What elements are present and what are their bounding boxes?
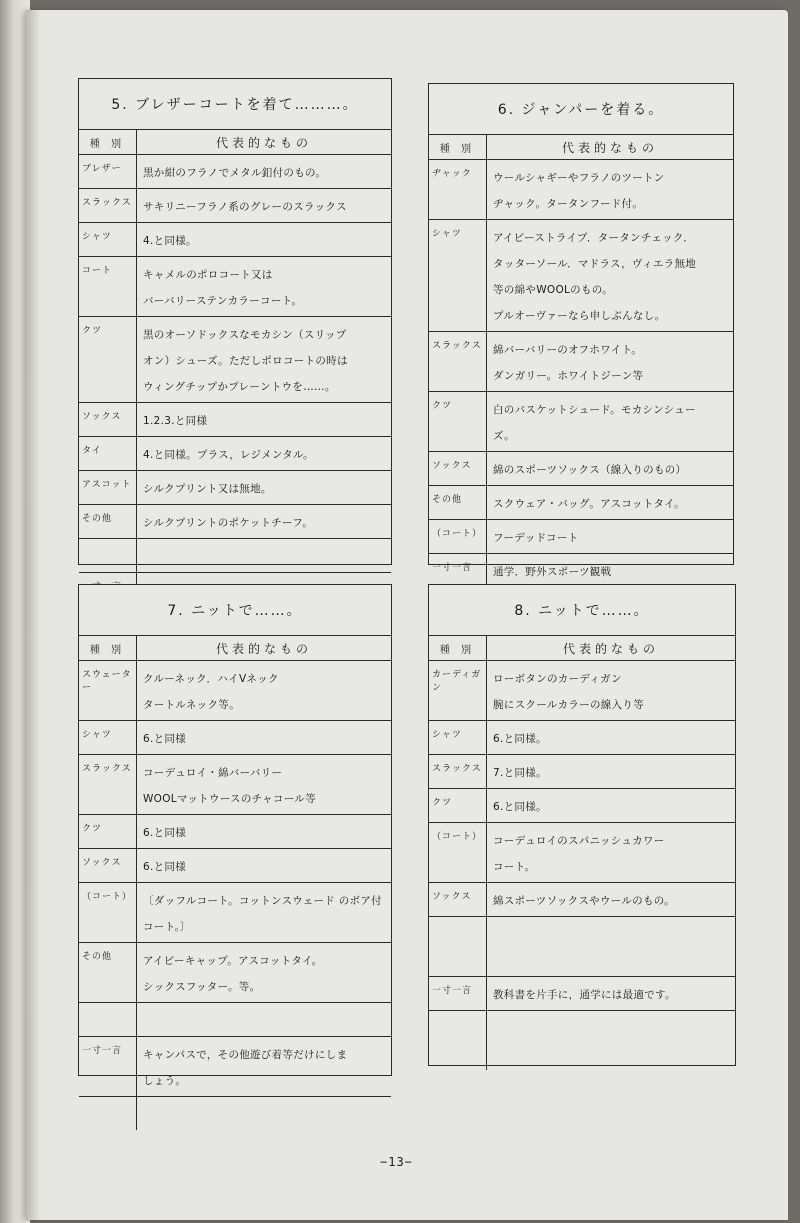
category-cell: シャツ	[429, 220, 487, 331]
description-line: タートルネック等。	[143, 699, 240, 711]
table-row	[429, 452, 733, 486]
table-row	[429, 661, 735, 721]
table-row	[79, 189, 391, 223]
table-row	[79, 943, 391, 1003]
description-cell	[137, 815, 391, 848]
category-cell: クツ	[79, 815, 137, 848]
description-line: 教科書を片手に，通学には最適です。	[493, 989, 676, 1001]
description-cell	[487, 883, 735, 916]
description-cell	[137, 849, 391, 882]
category-header: 種 別	[79, 130, 137, 154]
description-line: アイビーストライプ．タータンチェック．	[493, 232, 695, 244]
description-line: WOOLマットウースのチャコール等	[143, 793, 316, 805]
category-cell: ソックス	[79, 403, 137, 436]
category-cell: （コート）	[429, 823, 487, 882]
category-cell: ブレザー	[79, 155, 137, 188]
category-cell: スラックス	[79, 755, 137, 814]
table-row	[79, 1097, 391, 1130]
description-cell	[487, 721, 735, 754]
description-line: キャメルのポロコート又は	[143, 269, 273, 281]
description-line: 〔ダッフルコート。コットンスウェード のボア付	[143, 895, 382, 907]
table-row	[79, 539, 391, 573]
description-line: コート。	[493, 861, 536, 873]
description-line: ダンガリー。ホワイトジーン等	[493, 370, 644, 382]
section-6-jumper-table	[428, 83, 734, 578]
table-row	[79, 257, 391, 317]
description-line: 綿バーバリーのオフホワイト。	[493, 344, 643, 356]
table-row	[79, 721, 391, 755]
table-row	[429, 1011, 735, 1070]
description-cell	[487, 661, 735, 720]
description-cell	[137, 1097, 391, 1130]
category-cell: 一寸一言	[429, 977, 487, 1010]
category-cell: ソックス	[79, 849, 137, 882]
description-line: 6.と同様。	[493, 733, 547, 745]
table-row	[429, 392, 733, 452]
category-cell: スラックス	[429, 755, 487, 788]
description-line: キャンパスで，その他遊び着等だけにしま	[143, 1049, 348, 1061]
description-line: ローボタンのカーディガン	[493, 673, 622, 685]
table-header	[429, 135, 733, 160]
category-cell	[429, 1011, 487, 1070]
table-header	[429, 636, 735, 661]
description-cell	[137, 539, 391, 572]
section-5-blazer-table	[78, 78, 392, 565]
description-line: 6.と同様。	[493, 801, 547, 813]
table-row	[79, 755, 391, 815]
description-cell	[137, 755, 391, 814]
category-cell: アスコット	[79, 471, 137, 504]
section-title: 5. ブレザーコートを着て………。	[79, 79, 391, 130]
category-cell: スラックス	[79, 189, 137, 222]
description-cell	[487, 220, 733, 331]
section-title: 6. ジャンパーを着る。	[429, 84, 733, 135]
description-cell	[137, 317, 391, 402]
description-line: 4.と同様。	[143, 235, 197, 247]
description-cell	[137, 437, 391, 470]
table-row	[79, 505, 391, 539]
table-row	[79, 1003, 391, 1037]
description-line	[143, 1102, 387, 1128]
description-line: 等の綿やWOOLのもの。	[493, 284, 613, 296]
description-line	[143, 1008, 387, 1034]
description-line: ヂャック。タータンフード付。	[493, 198, 644, 210]
description-cell	[487, 332, 733, 391]
representative-header: 代表的なもの	[215, 641, 312, 656]
category-header: 種 別	[429, 636, 487, 660]
description-cell	[487, 823, 735, 882]
category-header: 種 別	[429, 135, 487, 159]
description-cell	[487, 755, 735, 788]
table-row	[79, 1037, 391, 1097]
description-cell	[137, 721, 391, 754]
description-line: シルクプリントのポケットチーフ。	[143, 517, 314, 529]
description-cell	[137, 189, 391, 222]
description-line: ウィングチップかプレーントウを……。	[143, 381, 336, 393]
page-number: −13−	[380, 1155, 413, 1169]
description-cell	[487, 789, 735, 822]
table-header	[79, 636, 391, 661]
description-line: 4.と同様。プラス，レジメンタル。	[143, 449, 314, 461]
category-header: 種 別	[79, 636, 137, 660]
table-row	[79, 403, 391, 437]
category-cell: ソックス	[429, 452, 487, 485]
description-line: 6.と同様	[143, 861, 187, 873]
category-cell: （コート）	[79, 883, 137, 942]
description-cell	[137, 883, 391, 942]
table-row	[429, 486, 733, 520]
description-line: ウールシャギーやフラノのツートン	[493, 172, 665, 184]
table-row	[79, 223, 391, 257]
section-title: 7. ニットで……。	[79, 585, 391, 636]
description-line: 黒のオーソドックスなモカシン（スリップ	[143, 329, 347, 341]
description-line: しょう。	[143, 1075, 187, 1087]
section-7-knit-table	[78, 584, 392, 1087]
table-row	[79, 883, 391, 943]
description-cell	[487, 520, 733, 553]
page-gutter	[26, 10, 40, 1220]
table-row	[79, 155, 391, 189]
category-cell: シャツ	[79, 721, 137, 754]
description-cell	[487, 160, 733, 219]
description-line: 黒か紺のフラノでメタル釦付のもの。	[143, 167, 327, 179]
category-cell: クツ	[429, 392, 487, 451]
table-row	[429, 823, 735, 883]
description-line: 6.と同様	[143, 827, 187, 839]
description-line	[493, 1016, 731, 1042]
description-line: 綿スポーツソックスやウールのもの。	[493, 895, 675, 907]
description-cell	[487, 452, 733, 485]
category-cell: ヂャック	[429, 160, 487, 219]
description-cell	[487, 977, 735, 1010]
description-cell	[137, 661, 391, 720]
description-line	[143, 544, 387, 570]
category-cell: その他	[79, 943, 137, 1002]
description-line: フーデッドコート	[493, 532, 579, 544]
section-8-knit-table	[428, 584, 736, 1066]
description-line: コート。〕	[143, 921, 191, 933]
description-line: クルーネック．ハイVネック	[143, 673, 279, 685]
table-row	[79, 471, 391, 505]
description-cell	[137, 1003, 391, 1036]
category-cell: その他	[79, 505, 137, 538]
description-line: 7.と同様。	[493, 767, 547, 779]
table-row	[429, 332, 733, 392]
description-cell	[137, 155, 391, 188]
description-cell	[137, 257, 391, 316]
category-cell: 一寸一言	[79, 1037, 137, 1096]
representative-header: 代表的なもの	[215, 135, 312, 150]
table-row	[429, 883, 735, 917]
table-row	[429, 789, 735, 823]
description-cell	[487, 392, 733, 451]
description-line: オン）シューズ。ただしポロコートの時は	[143, 355, 348, 367]
category-cell: 一寸一言	[429, 554, 487, 613]
description-cell	[487, 1011, 735, 1070]
description-cell	[487, 486, 733, 519]
table-row	[429, 755, 735, 789]
category-cell	[79, 1097, 137, 1130]
table-row	[79, 661, 391, 721]
representative-header: 代表的なもの	[562, 641, 659, 656]
description-line: ズ。	[493, 430, 515, 442]
table-header	[79, 130, 391, 155]
category-cell: コート	[79, 257, 137, 316]
description-cell	[137, 943, 391, 1002]
table-row	[429, 917, 735, 977]
description-cell	[137, 505, 391, 538]
category-cell: スウェーター	[79, 661, 137, 720]
description-line: タッターソール．マドラス，ヴィエラ無地	[493, 258, 697, 270]
description-line: シルクプリント又は無地。	[143, 483, 272, 495]
category-cell: （コート）	[429, 520, 487, 553]
table-row	[79, 815, 391, 849]
category-cell: タイ	[79, 437, 137, 470]
description-cell	[137, 403, 391, 436]
table-row	[429, 721, 735, 755]
category-cell: カーディガン	[429, 661, 487, 720]
description-line: アイビーキャップ。アスコットタイ。	[143, 955, 323, 967]
description-line: プルオーヴァーなら申しぶんなし。	[493, 310, 666, 322]
description-line: シックスフッター。等。	[143, 981, 261, 993]
category-cell: スラックス	[429, 332, 487, 391]
description-line: スクウェア・バッグ。アスコットタイ。	[493, 498, 685, 510]
category-cell: シャツ	[79, 223, 137, 256]
section-title: 8. ニットで……。	[429, 585, 735, 636]
category-cell: クツ	[79, 317, 137, 402]
category-cell: ソックス	[429, 883, 487, 916]
table-row	[429, 220, 733, 332]
table-row	[79, 849, 391, 883]
description-cell	[137, 471, 391, 504]
description-cell	[487, 917, 735, 976]
description-line: 綿のスポーツソックス（線入りのもの）	[493, 464, 687, 476]
category-cell: シャツ	[429, 721, 487, 754]
table-row	[429, 977, 735, 1011]
description-line: 腕にスクールカラーの線入り等	[493, 699, 644, 711]
description-line: コーデュロイ・綿バーバリー	[143, 767, 283, 779]
description-line	[493, 1042, 731, 1068]
description-line	[493, 922, 731, 948]
table-row	[429, 520, 733, 554]
table-row	[429, 160, 733, 220]
description-line: 6.と同様	[143, 733, 187, 745]
description-line: バーバリーステンカラーコート。	[143, 295, 303, 307]
category-cell: その他	[429, 486, 487, 519]
description-line: 1.2.3.と同様	[143, 415, 208, 427]
description-line	[493, 948, 731, 974]
description-line: 白のバスケットシュード。モカシンシュー	[493, 404, 696, 416]
category-cell	[429, 917, 487, 976]
category-cell	[79, 1003, 137, 1036]
description-cell	[137, 1037, 391, 1096]
table-row	[79, 317, 391, 403]
category-cell: クツ	[429, 789, 487, 822]
table-row	[79, 437, 391, 471]
description-cell	[137, 223, 391, 256]
category-cell	[79, 539, 137, 572]
description-line: コーデュロイのスパニッシュカワー	[493, 835, 665, 847]
description-line: サキリニーフラノ系のグレーのスラックス	[143, 201, 347, 213]
representative-header: 代表的なもの	[561, 140, 658, 155]
description-line: 通学．野外スポーツ観戦	[493, 566, 612, 578]
